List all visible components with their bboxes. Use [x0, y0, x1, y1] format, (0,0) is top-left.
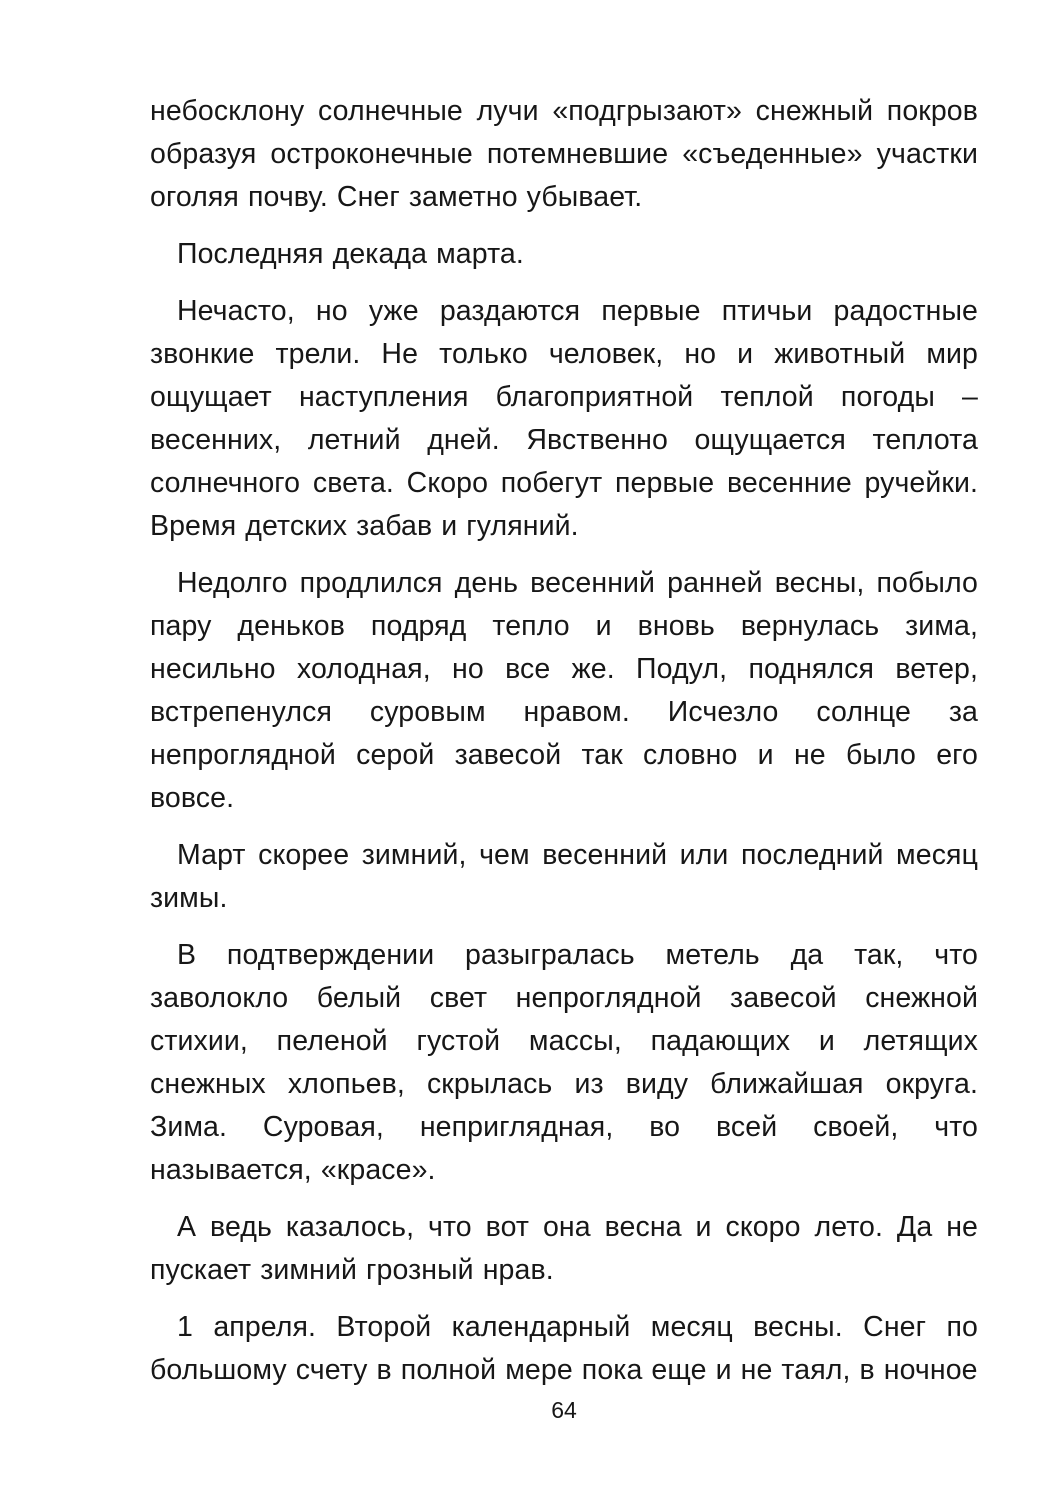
- paragraph: Март скорее зимний, чем весенний или последний месяц зимы.: [150, 839, 978, 914]
- page-body-text: [150, 90, 978, 1406]
- paragraph: Недолго продлился день весенний ранней весны, побыло пару деньков подряд тепло и вновь вернулась зима, несильно холодная, но все же. Подул, поднялся ветер, встрепенулся суровым нравом. Исчезло солнце за непроглядной серой завесой так словно и не было его вовсе.: [150, 567, 978, 814]
- paragraph: Последняя декада марта.: [177, 238, 524, 270]
- paragraph: 1 апреля. Второй календарный месяц весны. Снег по большому счету в полной мере пока еще и не таял, в ночное: [150, 1311, 978, 1386]
- paragraph: небосклону солнечные лучи «подгрызают» снежный покров образуя остроконечные потемневшие «съеденные» участки оголяя почву. Снег заметно убывает.: [150, 95, 978, 213]
- paragraph: Нечасто, но уже раздаются первые птичьи радостные звонкие трели. Не только человек, но и животный мир ощущает наступления благоприятной теплой погоды – весенних, летний дней. Явственно ощущается теплота солнечного света. Скоро побегут первые весенние ручейки. Время детских забав и гуляний.: [150, 295, 978, 542]
- paragraph: А ведь казалось, что вот она весна и скоро лето. Да не пускает зимний грозный нрав.: [150, 1211, 978, 1286]
- paragraph: В подтверждении разыгралась метель да так, что заволокло белый свет непроглядной завесой снежной стихии, пеленой густой массы, падающих и летящих снежных хлопьев, скрылась из виду ближайшая округа. Зима. Суровая, неприглядная, во всей своей, что называется, «красе».: [150, 939, 978, 1186]
- page-number: 64: [551, 1397, 577, 1423]
